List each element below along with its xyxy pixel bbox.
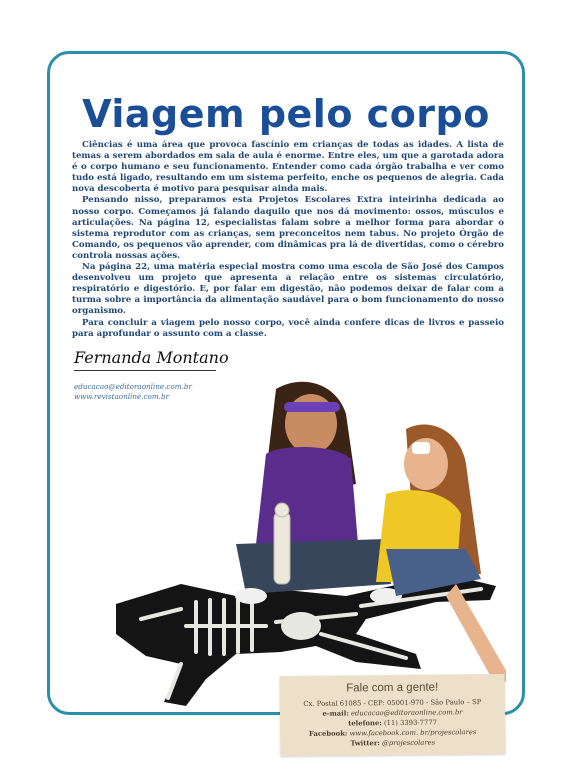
contact-website-link[interactable]: www.revistaonline.com.br xyxy=(74,391,170,401)
note-twitter-link[interactable]: @projescolares xyxy=(382,738,436,748)
girl-yellow-shirt xyxy=(376,424,506,686)
note-facebook-row xyxy=(280,728,505,738)
paragraph-2: Pensando nisso, preparamos esta Projetos Escolares Extra inteirinha dedicada ao nosso corpo. Começamos já falando daquilo que nos dá movimento: ossos, músculos e articulações. Na página 12, especialistas falam sobre a melhor forma para abordar o sistema reprodutor com as crianças, sem preconceitos nem tabus. No projeto Órgão de Comando, os pequenos vão aprender, com dinâmicas pra lá de divertidas, como o cérebro controla nossas ações. xyxy=(72,195,504,261)
note-email-row xyxy=(280,708,505,718)
contact-note xyxy=(280,674,506,756)
note-phone-label: telefone: xyxy=(348,719,382,728)
note-address xyxy=(280,698,505,708)
paper-skeleton-toy xyxy=(274,503,290,584)
note-address-text: Cx. Postal 61085 - CEP: 05001-970 - São Paulo – SP xyxy=(303,698,482,708)
note-twitter-label: Twitter: xyxy=(350,739,380,748)
contact-email-link[interactable]: educacao@editoraonline.com.br xyxy=(74,382,192,391)
note-email-link[interactable]: educacao@editoraonline.com.br xyxy=(350,708,463,718)
note-email-label: e-mail: xyxy=(322,709,349,718)
page-title: Viagem pelo corpo xyxy=(82,92,490,136)
children-skeleton-photo xyxy=(86,334,506,714)
note-facebook-link[interactable]: www.facebook.com. br/projescolares xyxy=(349,728,477,738)
paragraph-1: Ciências é uma área que provoca fascínio em crianças de todas as idades. A lista de temas a serem abordados em sala de aula é enorme. Entre eles, um que a garotada adora é o corpo humano e seu funcionamento. Entender como cada órgão trabalha e ver como tudo está ligado, resultando em um sistema perfeito, enche os pequenos de alegria. Cada nova descoberta é motivo para pesquisar ainda mais. xyxy=(72,140,504,195)
editor-signature: Fernanda Montano xyxy=(74,348,229,367)
note-twitter-row xyxy=(280,738,505,748)
editorial-frame xyxy=(47,51,525,718)
note-title: Fale com a gente! xyxy=(346,681,439,695)
editorial-text xyxy=(72,140,504,340)
paragraph-3: Na página 22, uma matéria especial mostra como uma escola de São José dos Campos desenvolveu um projeto que apresenta a relação entre os sistemas circulatório, respiratório e digestório. E, por falar em digestão, não podemos deixar de falar com a turma sobre a importância da alimentação saudável para o bom funcionamento do nosso organismo. xyxy=(72,262,504,317)
note-phone-row xyxy=(280,718,505,728)
girl-purple-shirt xyxy=(235,382,402,604)
note-facebook-label: Facebook: xyxy=(308,729,348,738)
paragraph-4: Para concluir a viagem pelo nosso corpo, você ainda confere dicas de livros e passeio para aprofundar o assunto com a classe. xyxy=(72,317,504,339)
note-phone-value: (11) 3393-7777 xyxy=(383,718,438,728)
